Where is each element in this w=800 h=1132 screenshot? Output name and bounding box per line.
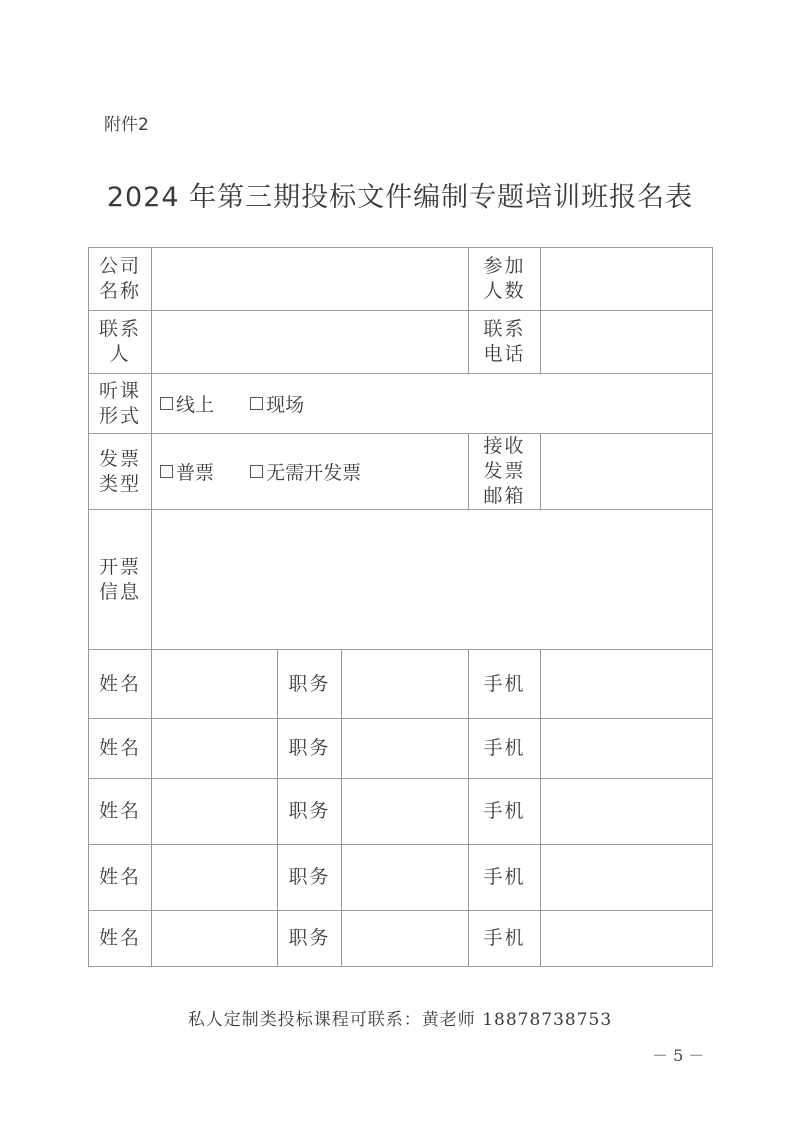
company-name-label: 公司 名称 bbox=[89, 248, 152, 311]
attend-mode-options bbox=[152, 374, 713, 434]
name-label: 姓名 bbox=[89, 845, 152, 911]
invoice-type-label: 发票 类型 bbox=[89, 434, 152, 510]
name-field[interactable] bbox=[152, 719, 278, 779]
attachment-label: 附件2 bbox=[104, 115, 149, 135]
invoice-none-option[interactable]: 无需开发票 bbox=[250, 458, 361, 485]
contact-person-label: 联系 人 bbox=[89, 311, 152, 374]
mobile-field[interactable] bbox=[541, 719, 713, 779]
position-label: 职务 bbox=[278, 779, 342, 845]
position-field[interactable] bbox=[342, 845, 469, 911]
invoice-ordinary-option[interactable]: 普票 bbox=[160, 458, 214, 485]
attendees-count-label: 参加 人数 bbox=[469, 248, 541, 311]
invoice-type-options bbox=[152, 434, 469, 510]
name-field[interactable] bbox=[152, 650, 278, 719]
mobile-field[interactable] bbox=[541, 911, 713, 967]
name-label: 姓名 bbox=[89, 650, 152, 719]
position-label: 职务 bbox=[278, 845, 342, 911]
position-field[interactable] bbox=[342, 779, 469, 845]
participant-row bbox=[89, 845, 713, 911]
position-label: 职务 bbox=[278, 650, 342, 719]
checkbox-icon[interactable] bbox=[160, 397, 173, 410]
participant-row bbox=[89, 779, 713, 845]
position-label: 职务 bbox=[278, 719, 342, 779]
position-label: 职务 bbox=[278, 911, 342, 967]
mobile-field[interactable] bbox=[541, 779, 713, 845]
company-name-field[interactable] bbox=[152, 248, 469, 311]
mobile-label: 手机 bbox=[469, 779, 541, 845]
mobile-field[interactable] bbox=[541, 845, 713, 911]
mobile-label: 手机 bbox=[469, 911, 541, 967]
registration-form bbox=[88, 247, 713, 967]
checkbox-icon[interactable] bbox=[250, 397, 263, 410]
attend-mode-label: 听课 形式 bbox=[89, 374, 152, 434]
invoice-info-label: 开票 信息 bbox=[89, 510, 152, 650]
participant-row bbox=[89, 911, 713, 967]
mobile-field[interactable] bbox=[541, 650, 713, 719]
attend-onsite-option[interactable]: 现场 bbox=[250, 390, 304, 417]
invoice-info-field[interactable] bbox=[152, 510, 713, 650]
checkbox-icon[interactable] bbox=[250, 465, 263, 478]
position-field[interactable] bbox=[342, 650, 469, 719]
name-field[interactable] bbox=[152, 845, 278, 911]
participant-row bbox=[89, 650, 713, 719]
form-title: 2024 年第三期投标文件编制专题培训班报名表 bbox=[106, 182, 694, 213]
name-label: 姓名 bbox=[89, 719, 152, 779]
invoice-email-label: 接收 发票 邮箱 bbox=[469, 434, 541, 510]
name-field[interactable] bbox=[152, 779, 278, 845]
contact-phone-field[interactable] bbox=[541, 311, 713, 374]
position-field[interactable] bbox=[342, 719, 469, 779]
mobile-label: 手机 bbox=[469, 650, 541, 719]
checkbox-icon[interactable] bbox=[160, 465, 173, 478]
mobile-label: 手机 bbox=[469, 719, 541, 779]
participant-row bbox=[89, 719, 713, 779]
contact-footer: 私人定制类投标课程可联系：黄老师 18878738753 bbox=[187, 1010, 613, 1030]
name-field[interactable] bbox=[152, 911, 278, 967]
contact-person-field[interactable] bbox=[152, 311, 469, 374]
name-label: 姓名 bbox=[89, 911, 152, 967]
mobile-label: 手机 bbox=[469, 845, 541, 911]
position-field[interactable] bbox=[342, 911, 469, 967]
invoice-email-field[interactable] bbox=[541, 434, 713, 510]
attend-online-option[interactable]: 线上 bbox=[160, 390, 214, 417]
name-label: 姓名 bbox=[89, 779, 152, 845]
attendees-count-field[interactable] bbox=[541, 248, 713, 311]
page-number: － 5 － bbox=[652, 1046, 705, 1065]
contact-phone-label: 联系 电话 bbox=[469, 311, 541, 374]
